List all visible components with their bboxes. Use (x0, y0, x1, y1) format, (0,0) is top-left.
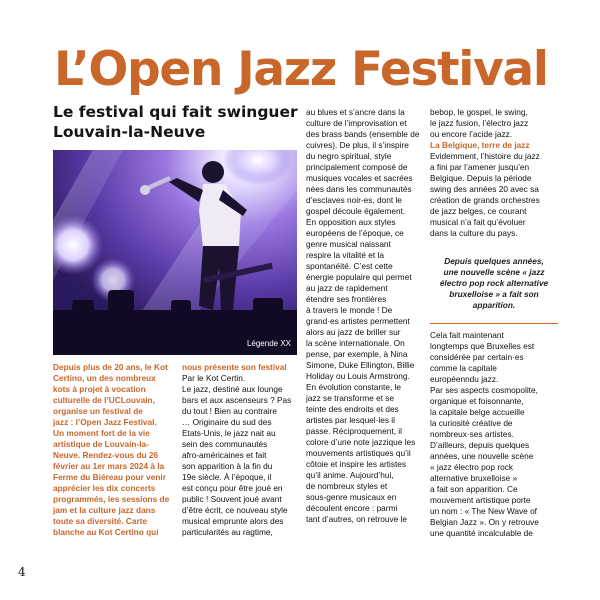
text-line: Simone, Duke Ellington, Billie (306, 360, 415, 370)
text-line: jazz : l’Open Jazz Festival. (53, 417, 157, 427)
quote-line: Depuis quelques années, (444, 256, 544, 266)
text-line: « jazz électro pop rock (430, 462, 514, 472)
text-line: du negro spiritual, style (306, 151, 392, 161)
text-line: bars et aux ascenseurs ? Pas (182, 395, 292, 405)
text-line: nombreux·ses artistes. (430, 429, 514, 439)
section-paragraph (430, 151, 558, 239)
text-line: teinte des endroits et des (306, 404, 399, 414)
text-line: Certino, un des nombreux (53, 373, 156, 383)
text-line: culture de l’improvisation et (306, 118, 407, 128)
text-line: En opposition aux styles (306, 217, 396, 227)
body-column-3-intro (430, 107, 558, 140)
text-line: la capitale belge accueille (430, 407, 525, 417)
text-line: longtemps que Bruxelles est (430, 341, 535, 351)
quote-line: une nouvelle scène « jazz (443, 267, 545, 277)
text-line: d’être écrit, ce nouveau style (182, 505, 288, 515)
text-line: culturelle de l’UCLouvain, (53, 395, 155, 405)
text-line: bebop, le gospel, le swing, (430, 107, 528, 117)
text-line: public ! Souvent joué avant (182, 494, 282, 504)
text-line: En évolution constante, le (306, 382, 402, 392)
text-line: considérée par certain·es (430, 352, 524, 362)
text-line: Neuve. Rendez-vous du 26 (53, 450, 159, 460)
text-line: février au 1er mars 2024 à la (53, 461, 165, 471)
text-line: colore d’une note jazzique les (306, 437, 416, 447)
text-line: gospel découle également. (306, 206, 406, 216)
body-column-1 (182, 362, 300, 538)
page-number: 4 (18, 565, 26, 579)
text-line: la curiosité créative de (430, 418, 513, 428)
text-line: musical emprunte alors des (182, 516, 284, 526)
text-line: jam et la culture jazz dans (53, 505, 156, 515)
body-column-2 (306, 107, 426, 525)
text-line: le jazz fusion, l’électro jazz (430, 118, 529, 128)
quote-line: électro pop rock alternative (439, 278, 549, 288)
text-line: ou encore l’acide jazz. (430, 129, 513, 139)
text-line: d’esclaves noir-es, dont le (306, 195, 402, 205)
text-line: européens de l’époque, ce (306, 228, 404, 238)
text-line: de nombreux styles et (306, 481, 388, 491)
body-column-3-top (430, 107, 558, 239)
text-line: organise un festival de (53, 406, 143, 416)
text-line: pense, par exemple, à Nina (306, 349, 408, 359)
text-line: musiques vocales et sacrées (306, 173, 413, 183)
text-line: artistique de Louvain-la- (53, 439, 149, 449)
text-line: 19e siècle. À l’époque, il (182, 472, 272, 482)
body-column-3-bottom (430, 330, 558, 539)
text-line: au blues et s’ancre dans la (306, 107, 405, 117)
text-line: Un moment fort de la vie (53, 428, 150, 438)
text-line: nées dans les communautés (306, 184, 412, 194)
quote-line: bruxelloise » a fait son (449, 289, 539, 299)
text-line: Depuis plus de 20 ans, le Kot (53, 362, 168, 372)
text-line: grand·es artistes permettent (306, 316, 410, 326)
text-line: Le jazz, destiné aux lounge (182, 384, 283, 394)
pull-quote-rule (430, 323, 558, 324)
text-line: kots à projet à vocation (53, 384, 146, 394)
text-line: qu’il anime. Aujourd’hui, (306, 470, 394, 480)
text-line: respire la vitalité et la (306, 250, 384, 260)
text-line: genre musical naissant (306, 239, 391, 249)
text-line: jazz se transforme et se (306, 393, 395, 403)
text-line: côtoie et inspire les artistes (306, 459, 407, 469)
text-line: cuivres). De plus, il s’inspire (306, 140, 409, 150)
text-line: apprécier les dix concerts (53, 483, 156, 493)
text-line: tant d’autres, on retrouve le (306, 514, 408, 524)
article-subtitle: Le festival qui fait swinguer Louvain-la-Neuve (53, 103, 298, 141)
text-line: toute sa diversité. Carte (53, 516, 148, 526)
text-line: a fait son apparition. Ce (430, 484, 518, 494)
text-line: artistes par lesquel·les il (306, 415, 395, 425)
text-line: sous-genre musicaux en (306, 492, 397, 502)
text-line: Cela fait maintenant (430, 330, 504, 340)
text-line: son apparition à la fin du (182, 461, 273, 471)
text-line: des brass bands (ensemble de (306, 129, 420, 139)
text-line: une quantité incalculable de (430, 528, 533, 538)
text-line: principalement composé de (306, 162, 408, 172)
text-line: Ferme du Biéreau pour venir (53, 472, 166, 482)
pull-quote (428, 256, 560, 311)
text-line: de jazz belges, ce courant (430, 206, 527, 216)
text-line: est conçu pour être joué en (182, 483, 283, 493)
text-line: passe. Réciproquement, il (306, 426, 402, 436)
text-line: création de grands orchestres (430, 195, 540, 205)
text-line: du tout ! Bien au contraire (182, 406, 278, 416)
quote-line: apparition. (472, 300, 516, 310)
text-line: énergie populaire qui permet (306, 272, 412, 282)
text-line: un nom : « The New Wave of (430, 506, 537, 516)
photo-caption: Légende XX (246, 339, 291, 348)
text-line: Belgian Jazz ». On y retrouve (430, 517, 539, 527)
text-line: à travers le monde ! De (306, 305, 393, 315)
intro-column (53, 362, 171, 538)
concert-photo-illustration (53, 150, 297, 355)
text-line: sein des communautés (182, 439, 268, 449)
text-line: musical n’a fait qu’évoluer (430, 217, 526, 227)
body-column-1-text (182, 373, 300, 538)
text-line: Belgique. Depuis la période (430, 173, 532, 183)
text-line: programmés, les sessions de (53, 494, 170, 504)
text-line: afro-américaines et fait (182, 450, 267, 460)
text-line: années, une nouvelle scène (430, 451, 534, 461)
concert-photo (53, 150, 297, 355)
text-line: alors au jazz de briller sur (306, 327, 401, 337)
text-line: mouvement artistique porte (430, 495, 531, 505)
text-line: spontanéité. C’est cette (306, 261, 393, 271)
text-line: Etats-Unis, le jazz nait au (182, 428, 276, 438)
text-line: Holiday ou Louis Armstrong. (306, 371, 410, 381)
text-line: Par le Kot Certin. (182, 373, 246, 383)
text-line: alternative bruxelloise » (430, 473, 518, 483)
text-line: au jazz de rapidement (306, 283, 388, 293)
text-line: mouvements artistiques qu’il (306, 448, 411, 458)
text-line: D’ailleurs, depuis quelques (430, 440, 530, 450)
text-line: étendre ses frontières (306, 294, 387, 304)
text-line: la scène internationale. On (306, 338, 405, 348)
section-subheading: La Belgique, terre de jazz (430, 140, 530, 150)
text-line: … Originaire du sud des (182, 417, 272, 427)
text-line: Evidemment, l’histoire du jazz (430, 151, 540, 161)
text-line: swing des années 20 avec sa (430, 184, 539, 194)
text-line: particularités au ragtime, (182, 527, 273, 537)
text-line: européenndu jazz. (430, 374, 499, 384)
intro-continuation: nous présente son festival (182, 362, 287, 372)
article-title: L’Open Jazz Festival (54, 42, 548, 97)
text-line: dans la culture du pays. (430, 228, 518, 238)
text-line: Par ses aspects cosmopolite, (430, 385, 538, 395)
text-line: découlent encore : parmi (306, 503, 398, 513)
text-line: a fini par l’amener jusqu’en (430, 162, 530, 172)
text-line: comme la capitale (430, 363, 497, 373)
text-line: blanche au Kot Certino qui (53, 527, 159, 537)
text-line: organique et foisonnante, (430, 396, 524, 406)
